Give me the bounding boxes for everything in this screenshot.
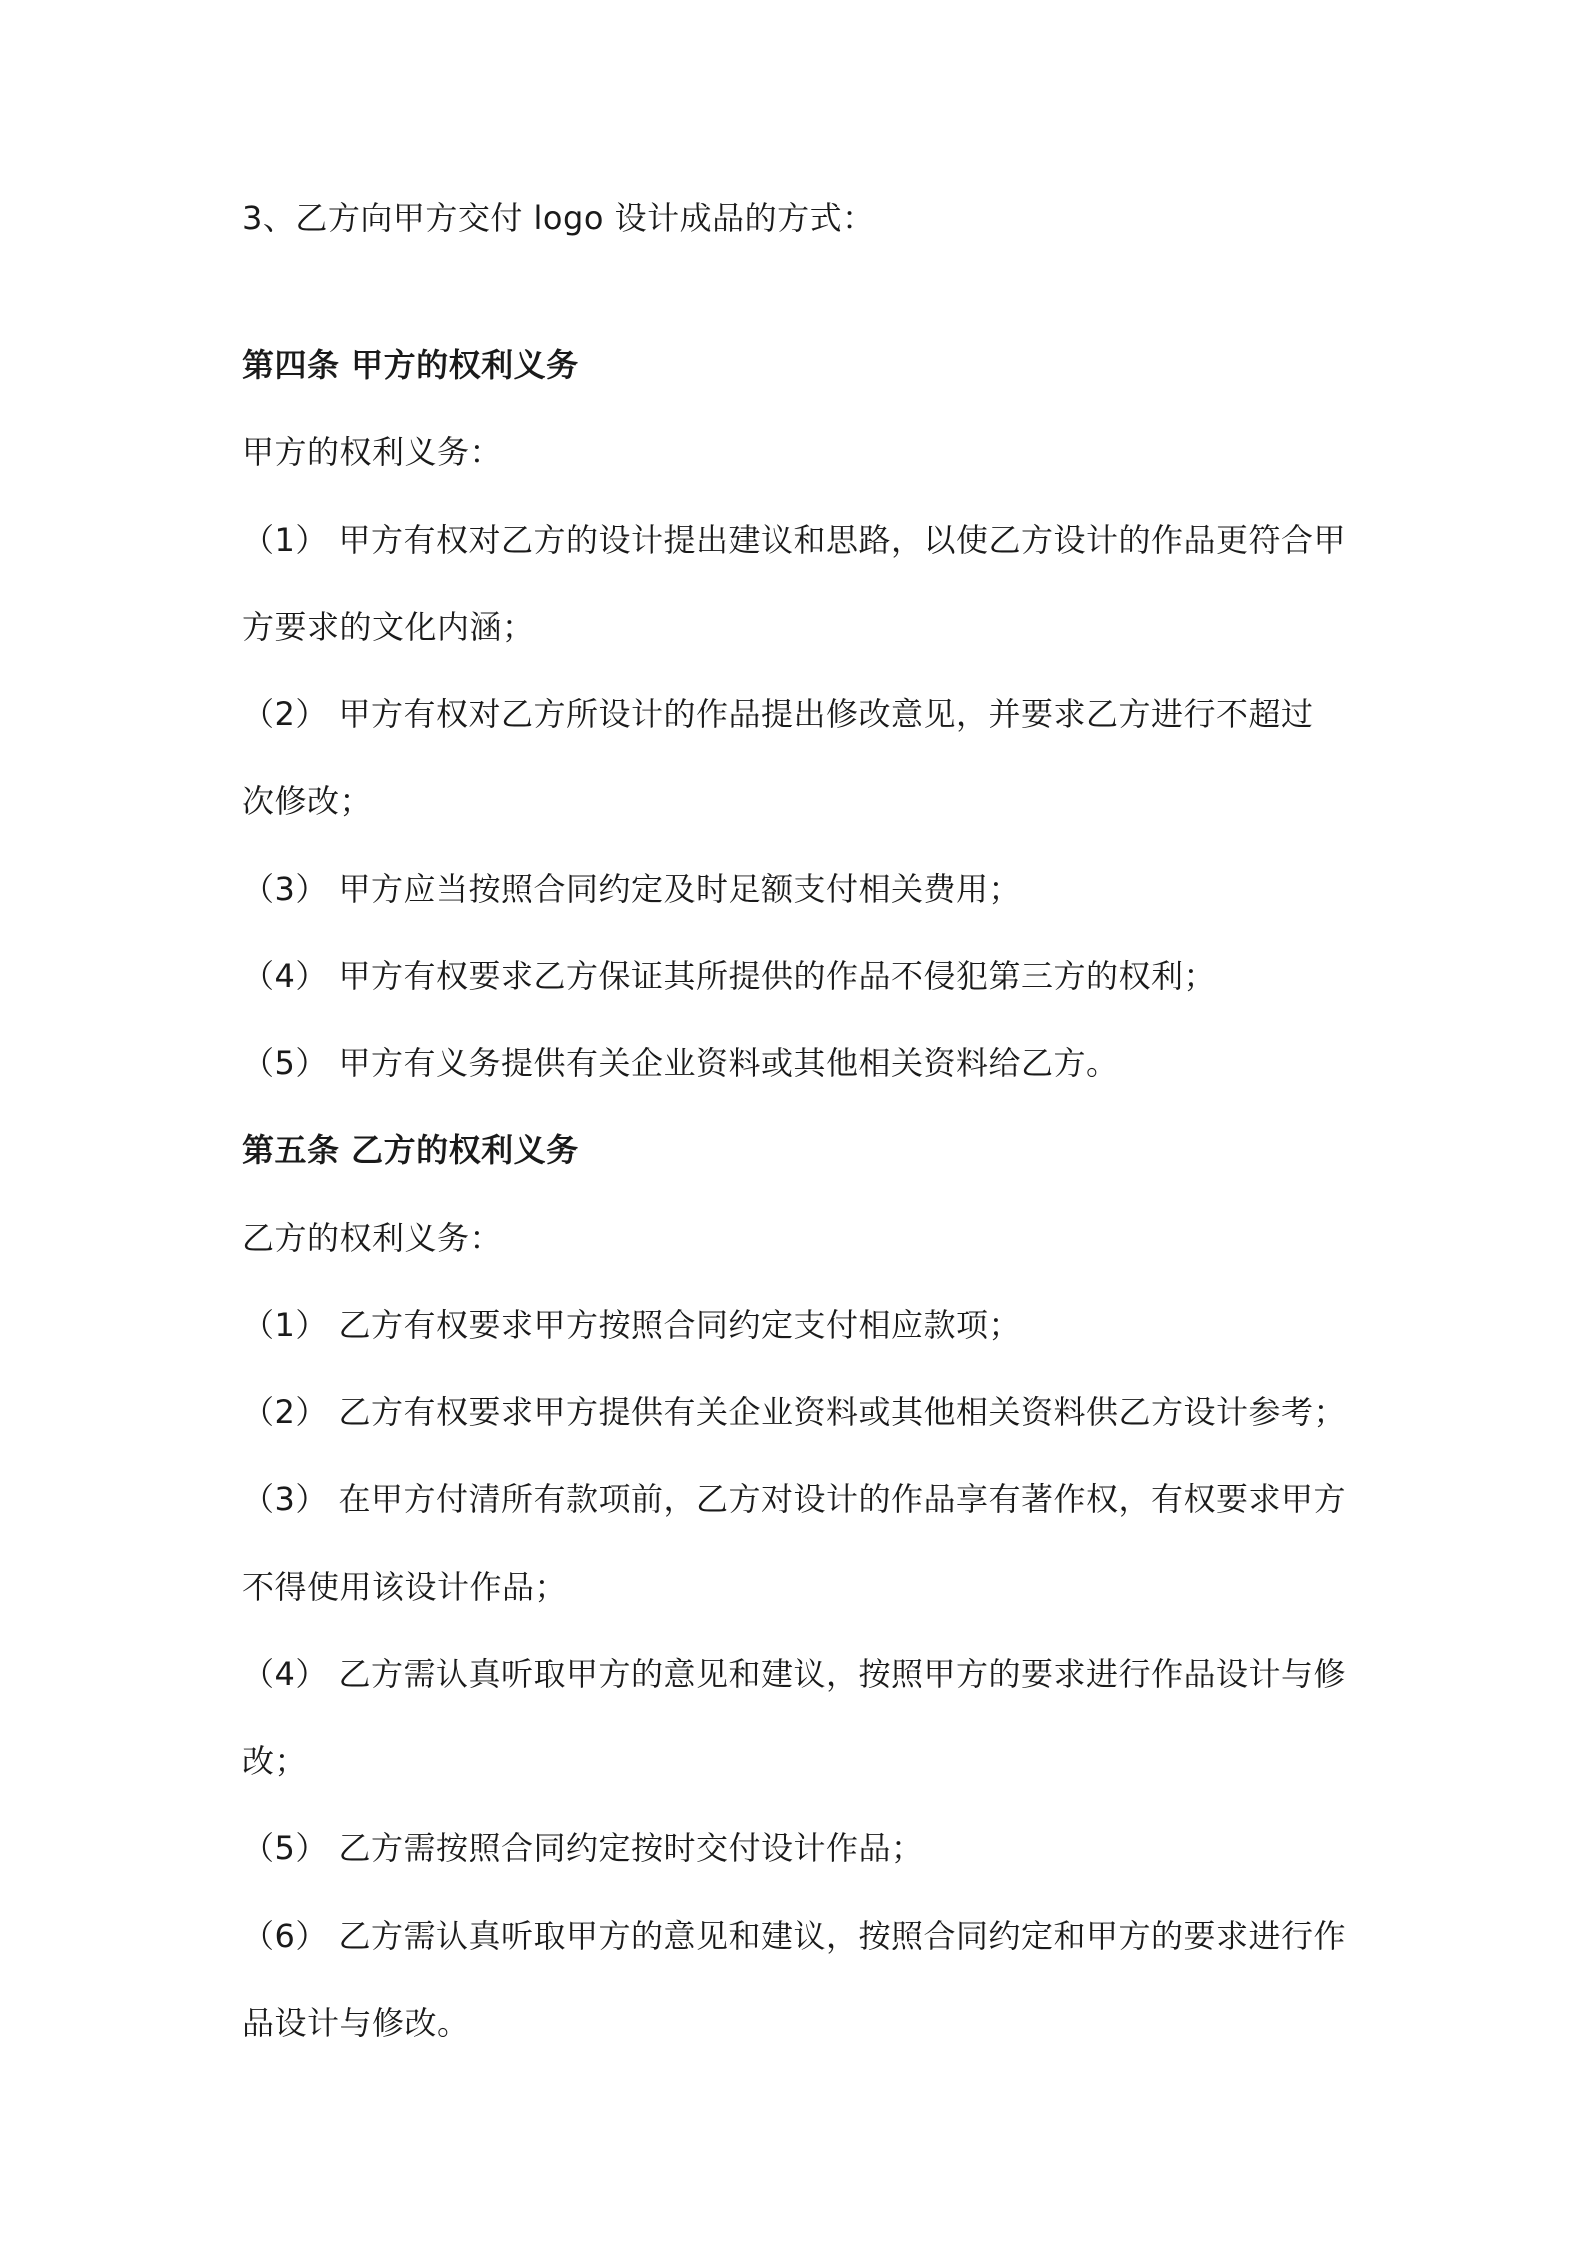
article4-intro: 甲方的权利义务： xyxy=(242,433,503,471)
article4-line: （3） 甲方应当按照合同约定及时足额支付相关费用； xyxy=(242,870,1022,908)
article4-heading: 第四条 甲方的权利义务 xyxy=(242,346,579,384)
article5-line: （5） 乙方需按照合同约定按时交付设计作品； xyxy=(242,1829,924,1867)
article5-line: （3） 在甲方付清所有款项前，乙方对设计的作品享有著作权，有权要求甲方 xyxy=(242,1480,1347,1518)
article4-line: （1） 甲方有权对乙方的设计提出建议和思路，以使乙方设计的作品更符合甲 xyxy=(242,521,1347,559)
article5-line: （4） 乙方需认真听取甲方的意见和建议，按照甲方的要求进行作品设计与修 xyxy=(242,1655,1347,1693)
article4-line: 方要求的文化内涵； xyxy=(242,608,535,646)
article4-line: （5） 甲方有义务提供有关企业资料或其他相关资料给乙方。 xyxy=(242,1044,1119,1082)
article4-line: （2） 甲方有权对乙方所设计的作品提出修改意见，并要求乙方进行不超过 xyxy=(242,695,1314,733)
article5-line: 品设计与修改。 xyxy=(242,2004,470,2042)
article5-line: 不得使用该设计作品； xyxy=(242,1568,568,1606)
article4-line: 次修改； xyxy=(242,782,373,820)
article5-intro: 乙方的权利义务： xyxy=(242,1219,503,1257)
article5-line: （2） 乙方有权要求甲方提供有关企业资料或其他相关资料供乙方设计参考； xyxy=(242,1393,1347,1431)
article5-line: 改； xyxy=(242,1742,308,1780)
article5-heading: 第五条 乙方的权利义务 xyxy=(242,1131,579,1169)
article5-line: （1） 乙方有权要求甲方按照合同约定支付相应款项； xyxy=(242,1306,1022,1344)
article4-line: （4） 甲方有权要求乙方保证其所提供的作品不侵犯第三方的权利； xyxy=(242,957,1217,995)
article5-line: （6） 乙方需认真听取甲方的意见和建议，按照合同约定和甲方的要求进行作 xyxy=(242,1917,1347,1955)
delivery-clause: 3、乙方向甲方交付 logo 设计成品的方式： xyxy=(242,199,875,237)
